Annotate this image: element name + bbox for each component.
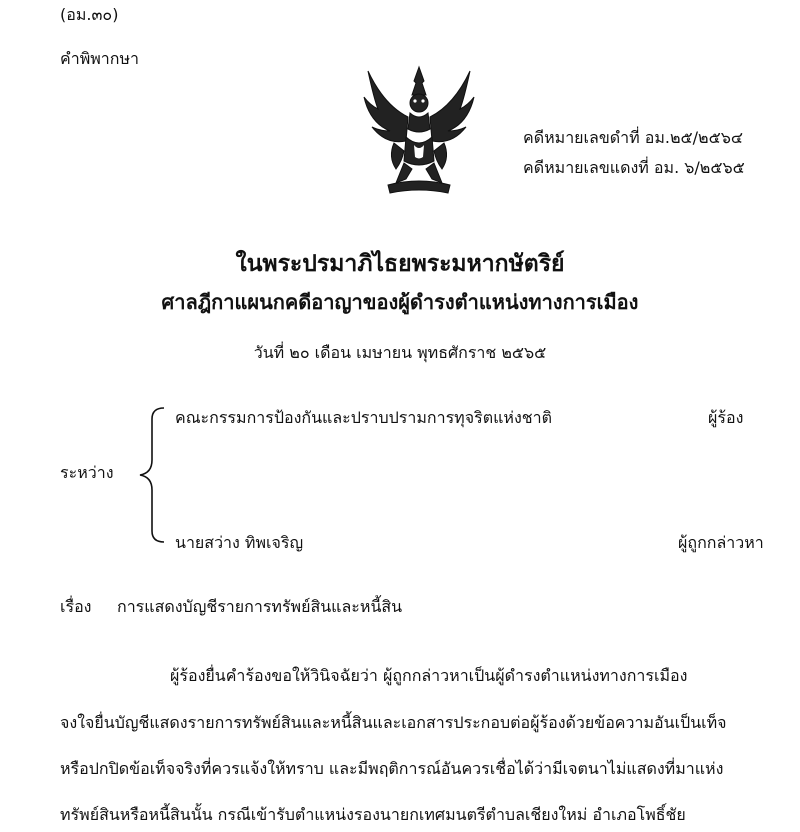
judgment-date: วันที่ ๒๐ เดือน เมษายน พุทธศักราช ๒๕๖๕ — [253, 343, 547, 362]
plaintiff-role: ผู้ร้อง — [708, 408, 744, 427]
document-type: คำพิพากษา — [60, 49, 139, 68]
garuda-emblem-icon — [360, 65, 478, 197]
body-line: ทรัพย์สินหรือหนี้สินนั้น กรณีเข้ารับตำแหน่งรองนายกเทศมนตรีตำบลเชียงใหม่ อำเภอโพธิ์ชัย — [60, 805, 686, 824]
body-line: หรือปกปิดข้อเท็จจริงที่ควรแจ้งให้ทราบ และมีพฤติการณ์อันควรเชื่อได้ว่ามีเจตนาไม่แสดงที่มาแห่ง — [60, 759, 724, 778]
red-case-number: คดีหมายเลขแดงที่ อม. ๖/๒๕๖๕ — [523, 158, 745, 177]
subject-text: การแสดงบัญชีรายการทรัพย์สินและหนี้สิน — [117, 597, 403, 616]
subject-label: เรื่อง — [60, 597, 92, 616]
body-line: ผู้ร้องยื่นคำร้องขอให้วินิจฉัยว่า ผู้ถูกกล่าวหาเป็นผู้ดำรงตำแหน่งทางการเมือง — [170, 666, 688, 685]
form-code: (อม.๓๐) — [60, 5, 119, 24]
court-name: ศาลฎีกาแผนกคดีอาญาของผู้ดำรงตำแหน่งทางการเมือง — [161, 290, 639, 314]
defendant-name: นายสว่าง ทิพเจริญ — [175, 533, 304, 552]
body-line: จงใจยื่นบัญชีแสดงรายการทรัพย์สินและหนี้สินและเอกสารประกอบต่อผู้ร้องด้วยข้อความอันเป็นเท็จ — [60, 713, 727, 732]
black-case-number: คดีหมายเลขดำที่ อม.๒๕/๒๕๖๔ — [523, 128, 743, 147]
royal-title: ในพระปรมาภิไธยพระมหากษัตริย์ — [235, 251, 565, 277]
defendant-role: ผู้ถูกกล่าวหา — [678, 533, 764, 552]
between-label: ระหว่าง — [60, 463, 114, 482]
plaintiff-name: คณะกรรมการป้องกันและปราบปรามการทุจริตแห่งชาติ — [175, 408, 552, 427]
party-brace — [136, 405, 166, 545]
